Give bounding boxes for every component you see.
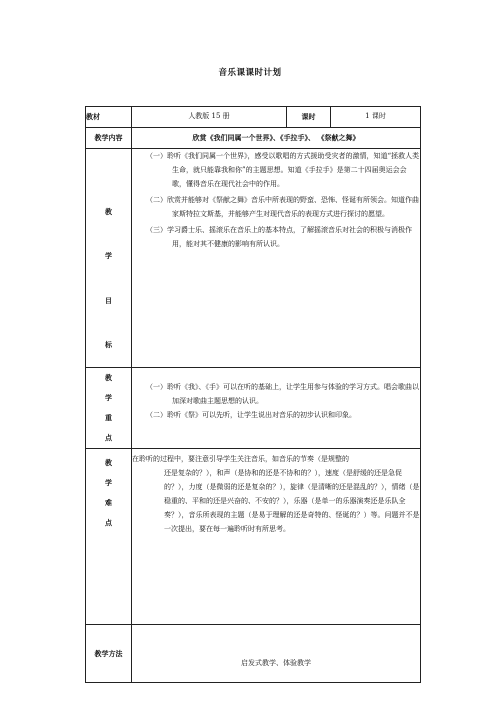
keypoints-label-char: 重 (105, 413, 112, 423)
difficulties-label-char: 教 (105, 458, 112, 468)
difficulties-label-char: 点 (105, 518, 112, 528)
period-label: 课时 (287, 107, 331, 128)
goals-label-char: 教 (105, 206, 112, 216)
document-title: 音乐课课时计划 (218, 68, 282, 78)
difficulties-continuation: 还是复杂的？），和声（是协和的还是不协和的？），速度（是舒缓的还是急促的？），力度（是微弱的还是复杂的？），旋律（是清晰的还是混乱的？），情绪（是稳重的、平和的还是兴奋的、不安的？），乐器（是单一的乐器演奏还是乐队全奏？），音乐所表现的主题（是易于理解的还是奇特的、怪诞的？）等。问题并不是一次提出，要在每一遍聆听时有所思考。 (164, 469, 420, 533)
row-material (86, 107, 421, 128)
period-value: 1 课时 (331, 107, 421, 128)
content-label: 教学内容 (86, 128, 132, 149)
difficulties-content (132, 449, 421, 625)
row-method (86, 625, 421, 683)
row-difficulties (86, 449, 421, 625)
difficulties-label-cell (86, 449, 132, 625)
method-label: 教学方法 (86, 625, 132, 683)
keypoint-paragraph-2: （二）聆听《祭》可以先听，让学生说出对音乐的初步认识和印象。 (146, 411, 356, 419)
goals-label-char: 目 (105, 295, 112, 305)
keypoints-label-char: 点 (105, 433, 112, 443)
keypoints-label-char: 学 (105, 393, 112, 403)
row-keypoints (86, 368, 421, 449)
goal-paragraph-3: （三）学习爵士乐、摇滚乐在音乐上的基本特点，了解摇滚音乐对社会的积极与消极作用，能对其不健康的影响有所认识。 (146, 226, 412, 248)
keypoint-paragraph-1: （一）聆听《我》、《手》可以在听的基础上，让学生用参与体验的学习方式。唱会歌曲以加深对歌曲主题思想的认识。 (146, 383, 419, 405)
goal-paragraph-1: （一）聆听《我们同属一个世界》，感受以歌唱的方式援助受灾者的激情，知道“拯救人类生命，就只能靠我和你”的主题思想。知道《手拉手》是第二十四届奥运会会歌，懂得音乐在现代社会中的作用。 (146, 152, 420, 188)
goal-paragraph-2: （二）欣赏并能够对《祭献之舞》音乐中所表现的野蛮、恐怖、怪诞有所领会。知道作曲家斯特拉文斯基，并能够产生对现代音乐的表现方式进行探讨的愿望。 (146, 196, 419, 218)
keypoints-label-char: 教 (105, 373, 112, 383)
material-label: 教材 (86, 107, 132, 128)
goals-content (132, 149, 421, 368)
row-content (86, 128, 421, 149)
keypoints-label-cell (86, 368, 132, 449)
goals-label-cell (86, 149, 132, 368)
difficulties-first-line: 在聆听的过程中，要注意引导学生关注音乐，如音乐的节奏（是规整的 (132, 455, 349, 463)
row-goals (86, 149, 421, 368)
keypoints-content (132, 368, 421, 449)
goals-label-char: 学 (105, 251, 112, 261)
content-value: 欣赏《我们同属一个世界》、《手拉手》、 《祭献之舞》 (132, 128, 421, 149)
material-value: 人教版 15 册 (132, 107, 287, 128)
lesson-plan-table (85, 106, 421, 683)
goals-label-char: 标 (105, 340, 112, 350)
method-value: 启发式教学、体验教学 (132, 625, 421, 683)
difficulties-label-char: 难 (105, 498, 112, 508)
difficulties-label-char: 学 (105, 478, 112, 488)
